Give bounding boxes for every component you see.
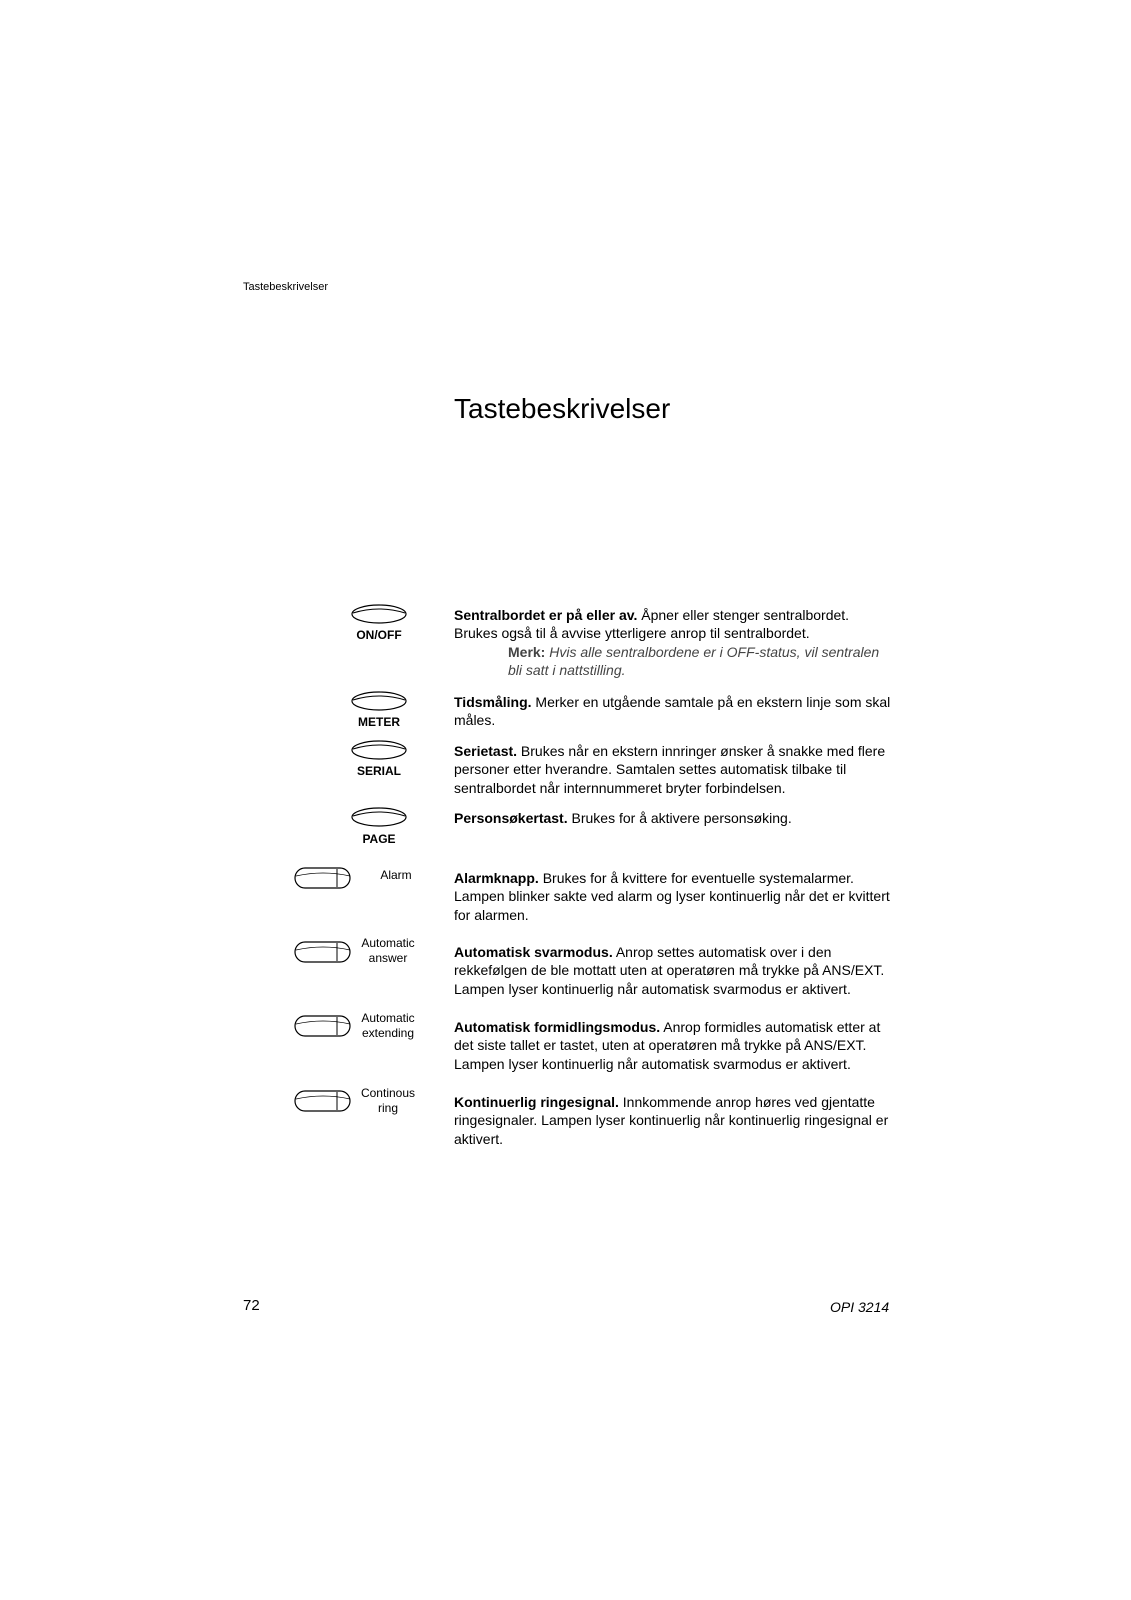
oval-key-icon [350,739,408,761]
entry-term: Sentralbordet er på eller av. [454,607,638,623]
key-label-on-off: ON/OFF [356,628,402,642]
page-number: 72 [243,1297,260,1314]
entry-term: Automatisk formidlingsmodus. [454,1019,661,1035]
panel-key-icon [294,940,352,964]
panel-key-icon [294,1089,352,1113]
entry-text: Merker en utgående samtale på en ekstern linje som skal måles. [454,694,891,729]
note-text: Hvis alle sentralbordene er i OFF-status, vil sentralen bli satt i nattstilling. [508,643,880,678]
panel-key-label: Automatic extending [361,1011,415,1040]
key-label-serial: SERIAL [356,764,401,778]
entry-text: Anrop settes automatisk over i den rekkefølgen de ble mottatt uten at operatøren må trykke på ANS/EXT. Lampen lyser kontinuerlig når automatisk svarmodus er aktivert. [454,944,885,997]
note-label: Merk: [508,643,546,660]
panel-key-icon [294,866,352,890]
entry-text: Brukes for å aktivere personsøking. [567,810,792,826]
entry-term: Kontinuerlig ringesignal. [454,1094,619,1110]
panel-key-label: Continous ring [360,1086,416,1115]
entry-term: Tidsmåling. [454,694,532,710]
panel-key-icon [294,1014,352,1038]
entry-on-off [454,606,894,679]
entry-automatic-answer [454,943,894,998]
entry-term: Personsøkertast. [454,810,568,826]
entry-text: Anrop formidles automatisk etter at det siste tallet er tastet, uten at operatøren må trykke på ANS/EXT. Lampen lyser kontinuerlig når automatisk svarmodus er aktivert. [454,1019,881,1072]
oval-key-icon [350,690,408,712]
entry-text: Innkommende anrop høres ved gjentatte ringesignaler. Lampen lyser kontinuerlig når kontinuerlig ringesignal er aktivert. [454,1094,889,1147]
key-label-meter: METER [358,715,400,729]
key-label-page: PAGE [362,832,396,846]
note [508,643,894,680]
entry-meter [454,693,894,730]
entry-text: Åpner eller stenger sentralbordet. Brukes også til å avvise ytterligere anrop til sentralbordet. [454,607,850,642]
product-name: OPI 3214 [830,1299,890,1315]
entry-term: Alarmknapp. [454,870,539,886]
panel-key-label: Automatic answer [361,936,415,965]
oval-key-icon [350,806,408,828]
running-header: Tastebeskrivelser [243,281,328,293]
entry-alarm [454,869,894,924]
entry-page [454,809,894,827]
page-title: Tastebeskrivelser [454,393,671,424]
entry-text: Brukes når en ekstern innringer ønsker å snakke med flere personer etter hverandre. Samtalen settes automatisk tilbake til sentralbordet når internnummeret bryter forbindelsen. [454,743,886,796]
entry-term: Serietast. [454,743,518,759]
panel-key-label: Alarm [380,868,412,882]
entry-term: Automatisk svarmodus. [454,944,613,960]
entry-automatic-extending [454,1018,894,1073]
entry-text: Brukes for å kvittere for eventuelle systemalarmer. Lampen blinker sakte ved alarm og lyser kontinuerlig når det er kvittert for alarmen. [454,870,890,923]
entry-serial [454,742,894,797]
oval-key-icon [350,603,408,625]
entry-continous-ring [454,1093,894,1148]
